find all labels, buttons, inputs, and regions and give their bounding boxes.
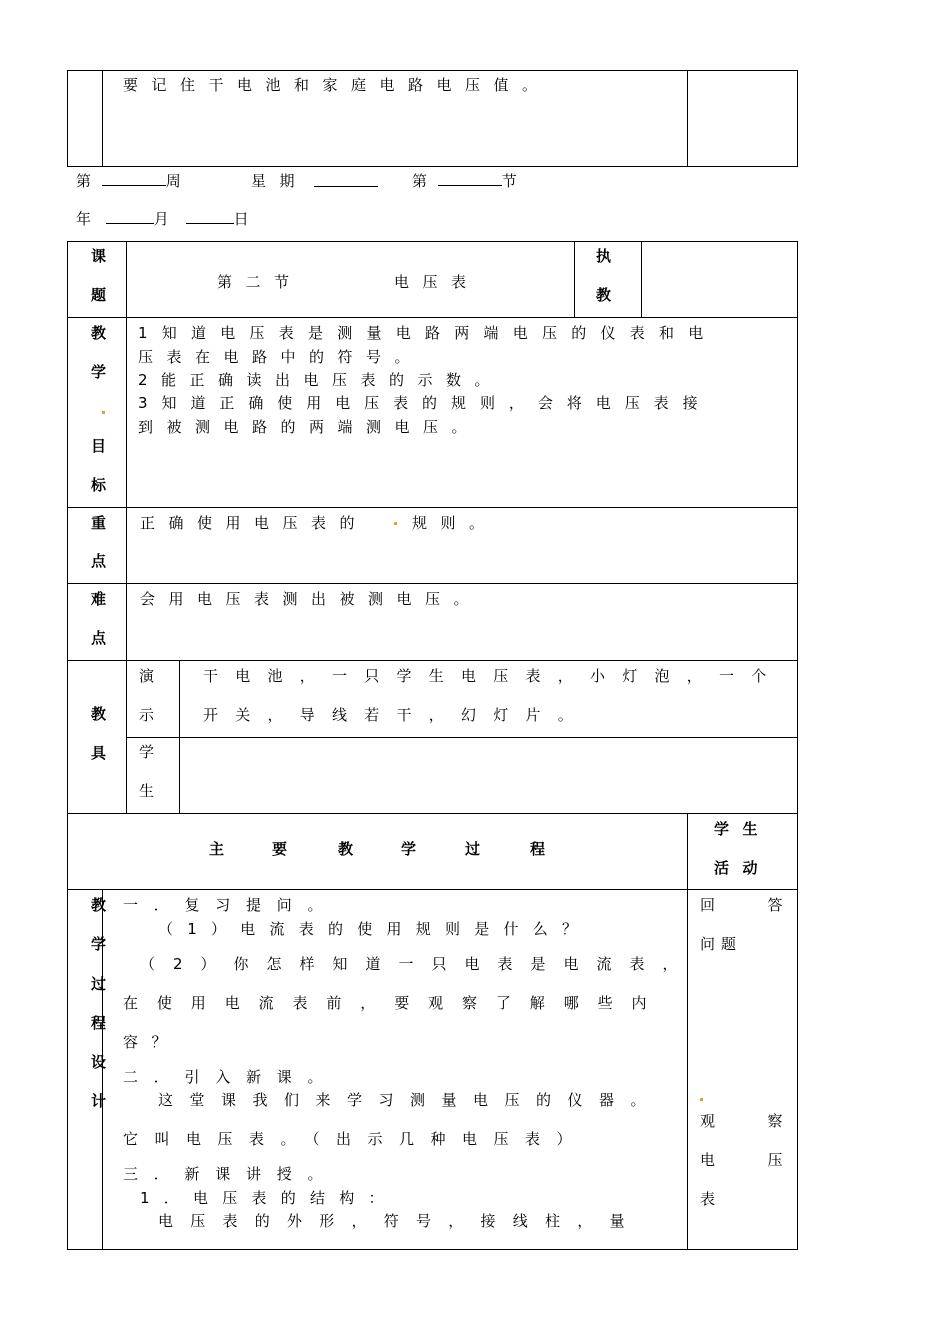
side-label-5: 设: [91, 1053, 107, 1071]
activity-label-1: 学生: [714, 820, 772, 838]
goal-line-4: 3知道正确使用电压表的规则，会将电压表接: [138, 394, 712, 412]
process-header-6: 程: [530, 840, 546, 858]
schedule-section: [412, 170, 517, 191]
goals-label-1: 教: [91, 324, 107, 342]
week-suffix: 周: [165, 172, 181, 190]
difficult-point: 会用电压表测出被测电压。: [140, 590, 483, 608]
student-label-1: 学: [139, 743, 155, 761]
schedule-date: [76, 208, 249, 229]
teacher-label-2: 教: [596, 286, 612, 304]
goal-line-5: 到被测电路的两端测电压。: [138, 418, 481, 436]
section-suffix: 节: [501, 172, 517, 190]
day-blank[interactable]: [186, 209, 234, 224]
demo-line-2: 开关，导线若干，幻灯片。: [203, 706, 591, 724]
key-point-b: 规则。: [412, 514, 498, 532]
activity-label-2: 活动: [714, 859, 772, 877]
demo-label-2: 示: [139, 706, 155, 724]
key-label-2: 点: [91, 552, 107, 570]
process-line-2: （1）电流表的使用规则是什么？: [158, 920, 592, 938]
key-label-1: 重: [91, 514, 107, 532]
teacher-label-1: 执: [596, 247, 612, 265]
side-label-4: 程: [91, 1014, 107, 1032]
side-label-2: 学: [91, 935, 107, 953]
year-label: 年: [76, 210, 92, 228]
process-header-4: 学: [401, 840, 417, 858]
demo-label-1: 演: [139, 667, 155, 685]
process-header-3: 教: [338, 840, 354, 858]
key-point-a: 正确使用电压表的: [140, 514, 369, 532]
process-line-10: 1．电压表的结构：: [140, 1189, 398, 1207]
process-header-2: 要: [272, 840, 288, 858]
topic-label-1: 课: [91, 247, 107, 265]
side-label-1: 教: [91, 896, 107, 914]
difficult-label-1: 难: [91, 590, 107, 608]
week-blank[interactable]: [102, 171, 166, 186]
goal-line-2: 压表在电路中的符号。: [138, 348, 424, 366]
tools-label-1: 教: [91, 705, 107, 723]
activity-2: 问题: [700, 935, 743, 953]
top-box-text: 要记住干电池和家庭电路电压值。: [123, 76, 551, 94]
process-line-8: 它叫电压表。（出示几种电压表）: [123, 1130, 589, 1148]
goals-label-2: 学: [91, 363, 107, 381]
activity-3: 观察: [700, 1112, 836, 1130]
process-line-11: 电压表的外形，符号，接线柱，量: [158, 1212, 642, 1230]
process-line-6: 二．引入新课。: [123, 1068, 339, 1086]
difficult-label-2: 点: [91, 629, 107, 647]
process-line-1: 一．复习提问。: [123, 896, 339, 914]
process-line-4: 在使用电流表前，要观察了解哪些内: [123, 994, 666, 1012]
process-line-3: （2）你怎样知道一只电表是电流表，: [140, 955, 696, 973]
section-prefix: 第: [412, 172, 428, 190]
activity-5: 表: [700, 1190, 716, 1208]
weekday-blank[interactable]: [314, 172, 378, 187]
month-label: 月: [153, 210, 169, 228]
side-label-3: 过: [91, 975, 107, 993]
tools-label-2: 具: [91, 744, 107, 762]
process-line-5: 容？: [123, 1033, 181, 1051]
goal-line-1: 1知道电压表是测量电路两端电压的仪表和电: [138, 324, 718, 342]
goal-line-3: 2能正确读出电压表的示数。: [138, 371, 504, 389]
process-line-9: 三．新课讲授。: [123, 1165, 339, 1183]
demo-line-1: 干电池，一只学生电压表，小灯泡，一个: [203, 667, 784, 685]
section-blank[interactable]: [438, 171, 502, 186]
activity-1: 回答: [700, 896, 836, 914]
lesson-title: 电压表: [394, 273, 480, 291]
activity-4: 电压: [700, 1151, 836, 1169]
day-label: 日: [233, 210, 249, 228]
week-prefix: 第: [76, 172, 92, 190]
topic-label-2: 题: [91, 286, 107, 304]
weekday-label: 星期: [251, 172, 309, 190]
process-header-1: 主: [209, 840, 225, 858]
process-line-7: 这堂课我们来学习测量电压的仪器。: [158, 1091, 663, 1109]
schedule-week: [76, 170, 181, 191]
lesson-section: 第二节: [217, 273, 303, 291]
side-label-6: 计: [91, 1092, 107, 1110]
month-blank[interactable]: [106, 209, 154, 224]
goals-label-4: 标: [91, 476, 107, 494]
process-header-5: 过: [465, 840, 481, 858]
goals-label-3: 目: [91, 437, 107, 455]
student-label-2: 生: [139, 782, 155, 800]
